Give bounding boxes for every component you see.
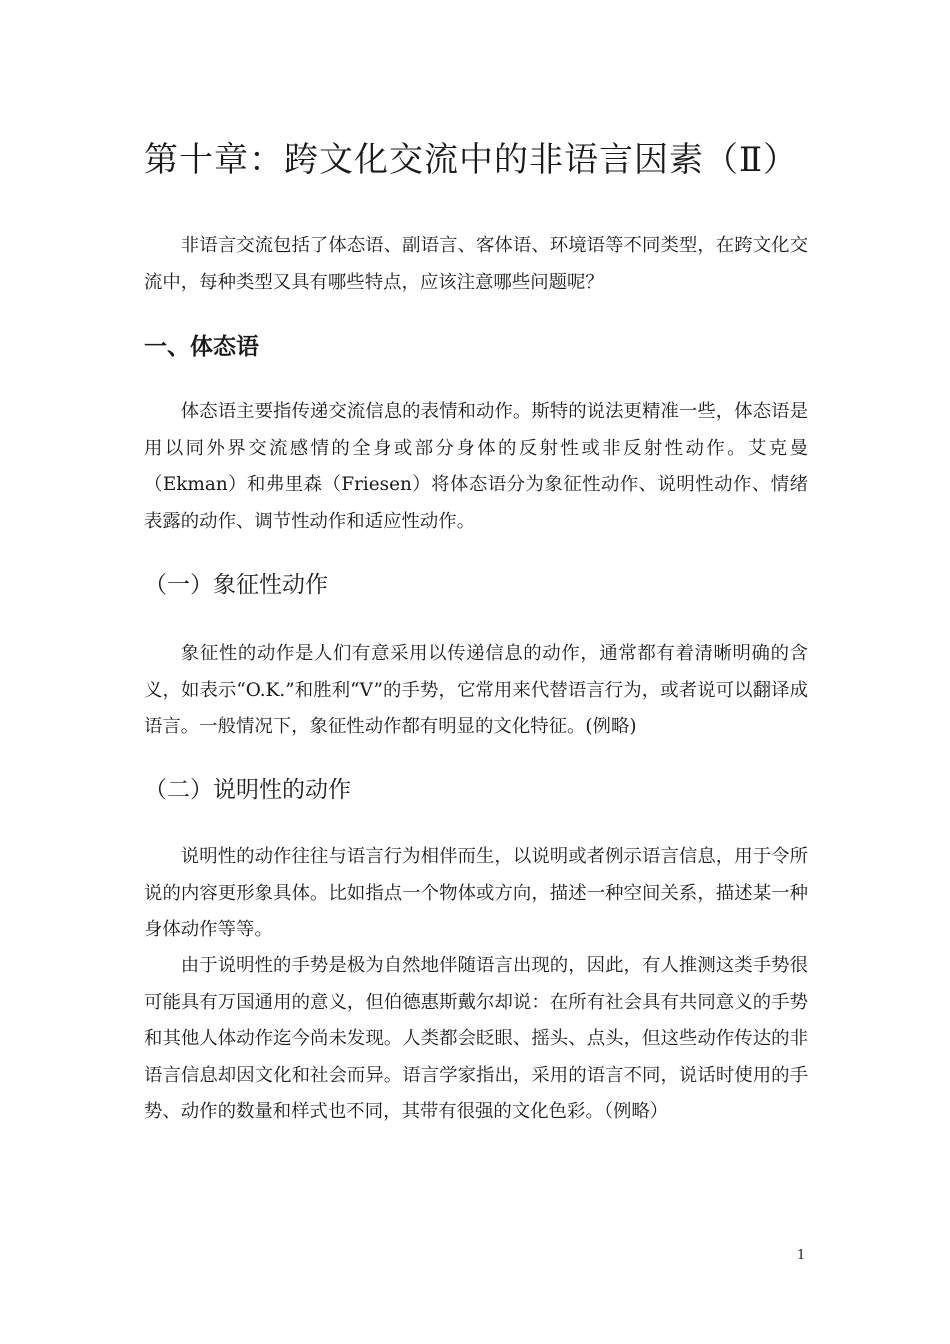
subsection-heading-illustrative-actions: （二）说明性的动作 — [144, 777, 351, 803]
section-heading-body-language: 一、体态语 — [144, 334, 259, 360]
illustrative-actions-paragraph-2: 由于说明性的手势是极为自然地伴随语言出现的，因此，有人推测这类手势很可能具有万国通用的意义，但伯德惠斯戴尔却说：在所有社会具有共同意义的手势和其他人体动作迄今尚未发现。人类都会眨眼、摇头、点头，但这些动作传达的非语言信息却因文化和社会而异。语言学家指出，采用的语言不同，说话时使用的手势、动作的数量和样式也不同，其带有很强的文化色彩。（例略） — [144, 955, 808, 1122]
body-language-paragraph: 体态语主要指传递交流信息的表情和动作。斯特的说法更精准一些，体态语是用以同外界交流感情的全身或部分身体的反射性或非反射性动作。艾克曼（Ekman）和弗里森（Friesen）将体态语分为象征性动作、说明性动作、情绪表露的动作、调节性动作和适应性动作。 — [144, 401, 808, 532]
chapter-title: 第十章：跨文化交流中的非语言因素（Ⅱ） — [144, 140, 799, 180]
symbolic-actions-paragraph: 象征性的动作是人们有意采用以传递信息的动作，通常都有着清晰明确的含义，如表示“O.K.”和胜利“V”的手势，它常用来代替语言行为，或者说可以翻译成语言。一般情况下，象征性动作都有明显的文化特征。(例略) — [144, 643, 808, 737]
page-number: 1 — [797, 1248, 806, 1263]
intro-paragraph: 非语言交流包括了体态语、副语言、客体语、环境语等不同类型，在跨文化交流中，每种类型又具有哪些特点，应该注意哪些问题呢？ — [144, 235, 808, 293]
subsection-heading-symbolic-actions: （一）象征性动作 — [144, 572, 328, 598]
illustrative-actions-paragraph-1: 说明性的动作往往与语言行为相伴而生，以说明或者例示语言信息，用于令所说的内容更形象具体。比如指点一个物体或方向，描述一种空间关系，描述某一种身体动作等等。 — [144, 846, 808, 940]
